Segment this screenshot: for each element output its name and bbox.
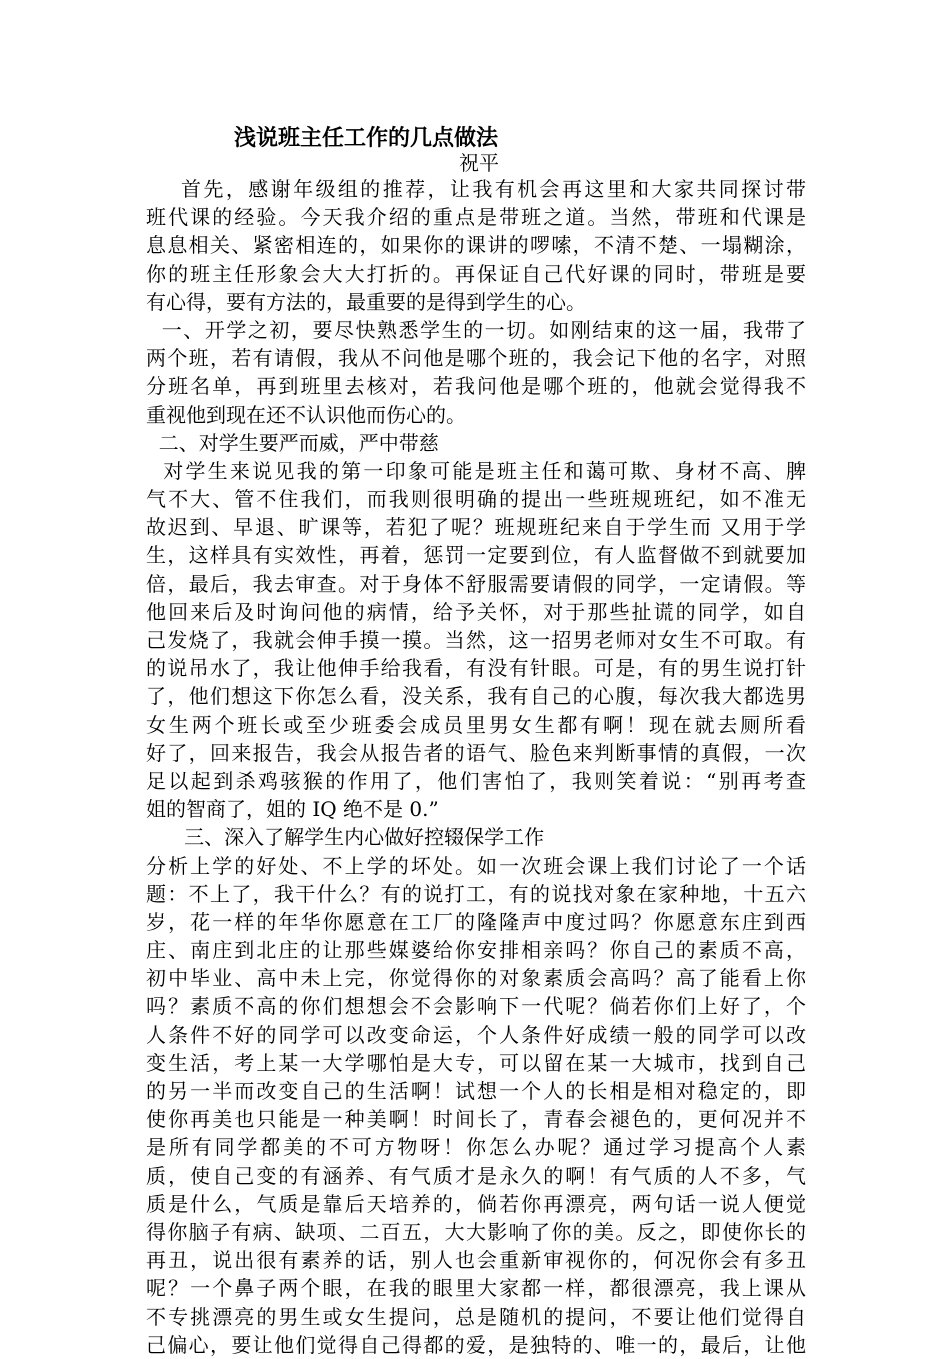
body-text-line: 对学生来说见我的第一印象可能是班主任和蔼可欺、身材不高、脾 <box>146 458 806 483</box>
body-text-line: 首先，感谢年级组的推荐，让我有机会再这里和大家共同探讨带 <box>146 177 806 201</box>
body-text-line: 倍，最后，我去审查。对于身体不舒服需要请假的同学，一定请假。等 <box>146 571 806 596</box>
document-author: 祝平 <box>459 151 499 175</box>
body-text-line: 庄、南庄到北庄的让那些媒婆给你安排相亲吗？你自己的素质不高， <box>146 938 806 963</box>
body-text-line: 你的班主任形象会大大打折的。再保证自己代好课的同时，带班是要 <box>146 261 806 286</box>
body-text-line: 两个班，若有请假，我从不问他是哪个班的，我会记下他的名字，对照 <box>146 346 806 371</box>
body-text-line: 足以起到杀鸡骇猴的作用了，他们害怕了，我则笑着说：“别再考查 <box>146 768 806 793</box>
body-text-line: 一、开学之初，要尽快熟悉学生的一切。如刚结束的这一届，我带了 <box>146 317 806 342</box>
body-text-line: 呢？一个鼻子两个眼，在我的眼里大家都一样，都很漂亮，我上课从 <box>146 1276 806 1301</box>
body-text-line: 二、对学生要严而威，严中带慈 <box>146 430 439 455</box>
body-text-line: 吗？素质不高的你们想想会不会影响下一代呢？倘若你们上好了，个 <box>146 994 806 1019</box>
body-text-line: 题：不上了，我干什么？有的说打工，有的说找对象在家种地，十五六 <box>146 881 806 906</box>
body-text-line: 三、深入了解学生内心做好控辍保学工作 <box>146 825 545 850</box>
body-text-line: 质是什么，气质是靠后天培养的，倘若你再漂亮，两句话一说人便觉 <box>146 1191 806 1216</box>
body-text-line: 再丑，说出很有素养的话，别人也会重新审视你的，何况你会有多丑 <box>146 1248 806 1273</box>
body-text-line: 分析上学的好处、不上学的坏处。如一次班会课上我们讨论了一个话 <box>146 853 806 878</box>
body-text-line: 岁，花一样的年华你愿意在工厂的隆隆声中度过吗？你愿意东庄到西 <box>146 909 806 934</box>
document-body <box>146 175 806 1359</box>
body-text-line: 分班名单，再到班里去核对，若我问他是哪个班的，他就会觉得我不 <box>146 374 806 399</box>
body-text-line: 的说吊水了，我让他伸手给我看，有没有针眼。可是，有的男生说打针 <box>146 656 806 681</box>
body-text-line: 人条件不好的同学可以改变命运，个人条件好成绩一般的同学可以改 <box>146 1022 806 1047</box>
body-text-line: 重视他到现在还不认识他而伤心的。 <box>146 402 466 427</box>
body-text-line: 了，他们想这下你怎么看，没关系，我有自己的心腹，每次我大都选男 <box>146 684 806 709</box>
body-text-line: 气不大、管不住我们，而我则很明确的提出一些班规班纪，如不准无 <box>146 487 806 512</box>
body-text-line: 的另一半而改变自己的生活啊！试想一个人的长相是相对稳定的，即 <box>146 1079 806 1103</box>
body-text-line: 质，使自己变的有涵养、有气质才是永久的啊！有气质的人不多，气 <box>146 1163 806 1188</box>
body-text-line: 好了，回来报告，我会从报告者的语气、脸色来判断事情的真假，一次 <box>146 740 806 765</box>
body-text-line: 生，这样具有实效性，再着，惩罚一定要到位，有人监督做不到就要加 <box>146 543 806 568</box>
body-text-line: 女生两个班长或至少班委会成员里男女生都有啊！现在就去厕所看 <box>146 712 806 737</box>
body-text-line: 他回来后及时询问他的病情，给予关怀，对于那些扯谎的同学，如自 <box>146 599 806 624</box>
body-text-line: 班代课的经验。今天我介绍的重点是带班之道。当然，带班和代课是 <box>146 205 806 230</box>
body-text-line: 己发烧了，我就会伸手摸一摸。当然，这一招男老师对女生不可取。有 <box>146 628 806 652</box>
body-text-line: 变生活，考上某一大学哪怕是大专，可以留在某一大城市，找到自己 <box>146 1050 806 1075</box>
body-text-line: 初中毕业、高中未上完，你觉得你的对象素质会高吗？高了能看上你 <box>146 966 806 991</box>
body-text-line: 是所有同学都美的不可方物呀！你怎么办呢？通过学习提高个人素 <box>146 1135 806 1160</box>
body-text-line: 使你再美也只能是一种美啊！时间长了，青春会褪色的，更何况并不 <box>146 1107 806 1132</box>
body-text-line: 己偏心，要让他们觉得自己得都的爱，是独特的、唯一的，最后，让他 <box>146 1332 806 1357</box>
body-text-line: 息息相关、紧密相连的，如果你的课讲的啰嗦，不清不楚、一塌糊涂， <box>146 233 806 258</box>
body-text-line: 不专挑漂亮的男生或女生提问，总是随机的提问，不要让他们觉得自 <box>146 1304 806 1329</box>
body-text-line: 有心得，要有方法的，最重要的是得到学生的心。 <box>146 289 586 314</box>
body-text-line: 姐的智商了，姐的 IQ 绝不是 0.” <box>146 797 439 822</box>
body-text-line: 故迟到、早退、旷课等，若犯了呢？班规班纪来自于学生而 又用于学 <box>146 515 806 540</box>
body-text-line: 得你脑子有病、缺项、二百五，大大影响了你的美。反之，即使你长的 <box>146 1219 806 1244</box>
document-title: 浅说班主任工作的几点做法 <box>234 125 499 151</box>
